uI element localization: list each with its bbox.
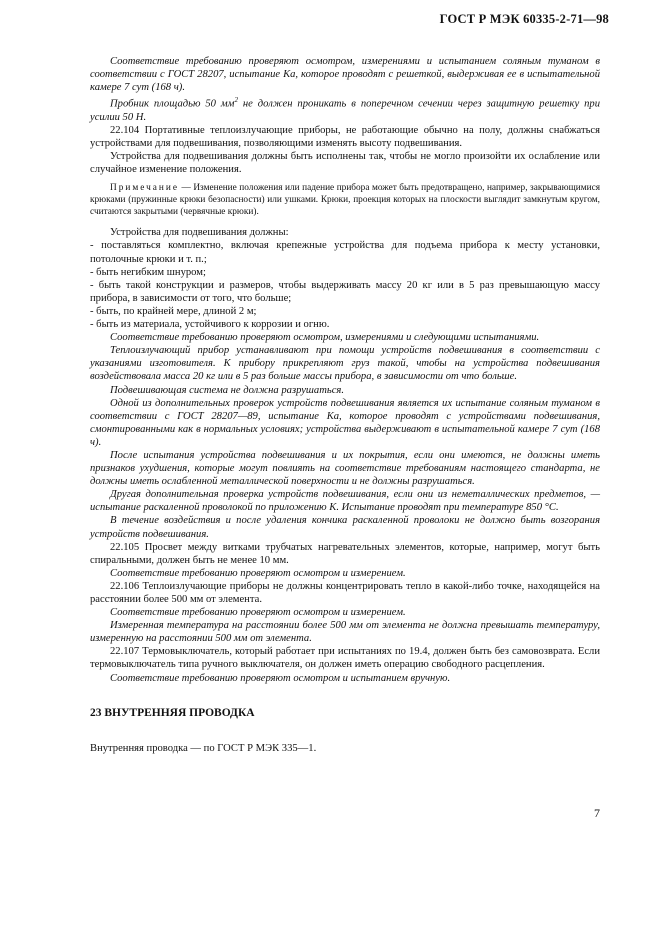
section-title: 23 ВНУТРЕННЯЯ ПРОВОДКА <box>90 706 255 719</box>
paragraph: Устройства для подвешивания должны: <box>110 227 289 239</box>
paragraph: В течение воздействия и после удаления кончика раскаленной проволоки не должно быть возгорания устройств подвешивания. <box>90 515 600 540</box>
note <box>90 182 600 218</box>
list-item: - быть негибким шнуром; <box>90 266 206 278</box>
note-title: Примечание <box>110 183 179 194</box>
list-item: - поставляться комплектно, включая крепежные устройства для подъема прибора к месту установки, потолочные крюки и т. п.; <box>90 240 600 265</box>
paragraph: Устройства для подвешивания должны быть исполнены так, чтобы не могло произойти их ослабление или случайное изменение положения. <box>90 151 600 176</box>
list-item: - быть такой конструкции и размеров, чтобы выдерживать массу 20 кг или в 5 раз превышающую массу прибора, в зависимости от того, что больше; <box>90 279 600 304</box>
paragraph: После испытания устройства подвешивания и их покрытия, если они имеются, не должны иметь признаков ухудшения, которые могут повлиять на соответствие требованиям настоящего стандарта, не должны иметь ослабленной металлической поверхности и не должны разрушаться. <box>90 449 600 488</box>
list-item: - быть из материала, устойчивого к коррозии и огню. <box>90 319 330 331</box>
paragraph-text: Пробник площадью 50 мм <box>110 98 235 110</box>
list-item: - быть, по крайней мере, длиной 2 м; <box>90 305 257 317</box>
paragraph: Соответствие требованию проверяют осмотром, измерениями и испытанием соляным туманом в соответствии с ГОСТ 28207, испытание Ка, которое проводят с решеткой, выдерживая ее в испытательной камере 7 сут (168 ч). <box>90 56 600 94</box>
clause-22-105: 22.105 Просвет между витками трубчатых нагревательных элементов, которые, например, могут быть спиральными, должен быть не менее 10 мм. <box>90 541 600 566</box>
paragraph <box>90 94 600 124</box>
note-text: — Изменение положения или падение прибора может быть предотвращено, например, закрывающимися крюками (пружинные крюки безопасности) или ушками. Крюки, проекция которых на плоскости выглядит замкнутым кругом, считаются закрытыми (червячные крюки). <box>90 183 600 218</box>
superscript: 2 <box>234 96 238 105</box>
document-header: ГОСТ Р МЭК 60335-2-71—98 <box>439 12 609 26</box>
paragraph: Измеренная температура на расстоянии более 500 мм от элемента не должна превышать температуру, измеренную на расстоянии 500 мм от элемента. <box>90 620 600 645</box>
paragraph-text: не должен проникать в поперечном сечении через защитную решетку при усилии 50 Н. <box>90 98 600 123</box>
page-number: 7 <box>594 806 600 820</box>
clause-22-104: 22.104 Портативные теплоизлучающие приборы, не работающие обычно на полу, должны снабжаться устройствами для подвешивания, позволяющими изменять высоту подвешивания. <box>90 125 600 150</box>
clause-22-107: 22.107 Термовыключатель, который работает при испытаниях по 19.4, должен быть без самовозврата. Если термовыключатель типа ручного выключателя, он должен иметь операцию свободного расцепления. <box>90 646 600 671</box>
paragraph: Подвешивающая система не должна разрушаться. <box>110 384 344 396</box>
paragraph: Соответствие требованию проверяют осмотром, измерениями и следующими испытаниями. <box>110 332 540 344</box>
paragraph: Одной из дополнительных проверок устройств подвешивания является их испытание соляным туманом в соответствии с ГОСТ 28207—89, испытание Ка, которое проводят с устройствами подвешивания, смонтированными как в нормальных условиях; устройства выдерживают в испытательной камере 7 сут (168 ч). <box>90 397 600 448</box>
paragraph: Соответствие требованию проверяют осмотром и испытанием вручную. <box>110 672 451 684</box>
paragraph: Соответствие требованию проверяют осмотром и измерением. <box>110 567 406 579</box>
section-text: Внутренняя проводка — по ГОСТ Р МЭК 335—1. <box>90 742 317 754</box>
paragraph: Соответствие требованию проверяют осмотром и измерением. <box>110 607 406 619</box>
paragraph: Теплоизлучающий прибор устанавливают при помощи устройств подвешивания в соответствии с указаниями изготовителя. К прибору прикрепляют груз такой, чтобы на устройства подвешивания воздействовала масса 20 кг или в 5 раз больше массы прибора, в зависимости от что больше. <box>90 345 600 383</box>
page-body <box>90 55 600 755</box>
paragraph: Другая дополнительная проверка устройств подвешивания, если они из неметаллических предметов, — испытание раскаленной проволокой по приложению К. Испытание проводят при температуре 850 °С. <box>90 489 600 514</box>
clause-22-106: 22.106 Теплоизлучающие приборы не должны концентрировать тепло в какой-либо точке, находящейся на расстоянии более 500 мм от элемента. <box>90 580 600 605</box>
